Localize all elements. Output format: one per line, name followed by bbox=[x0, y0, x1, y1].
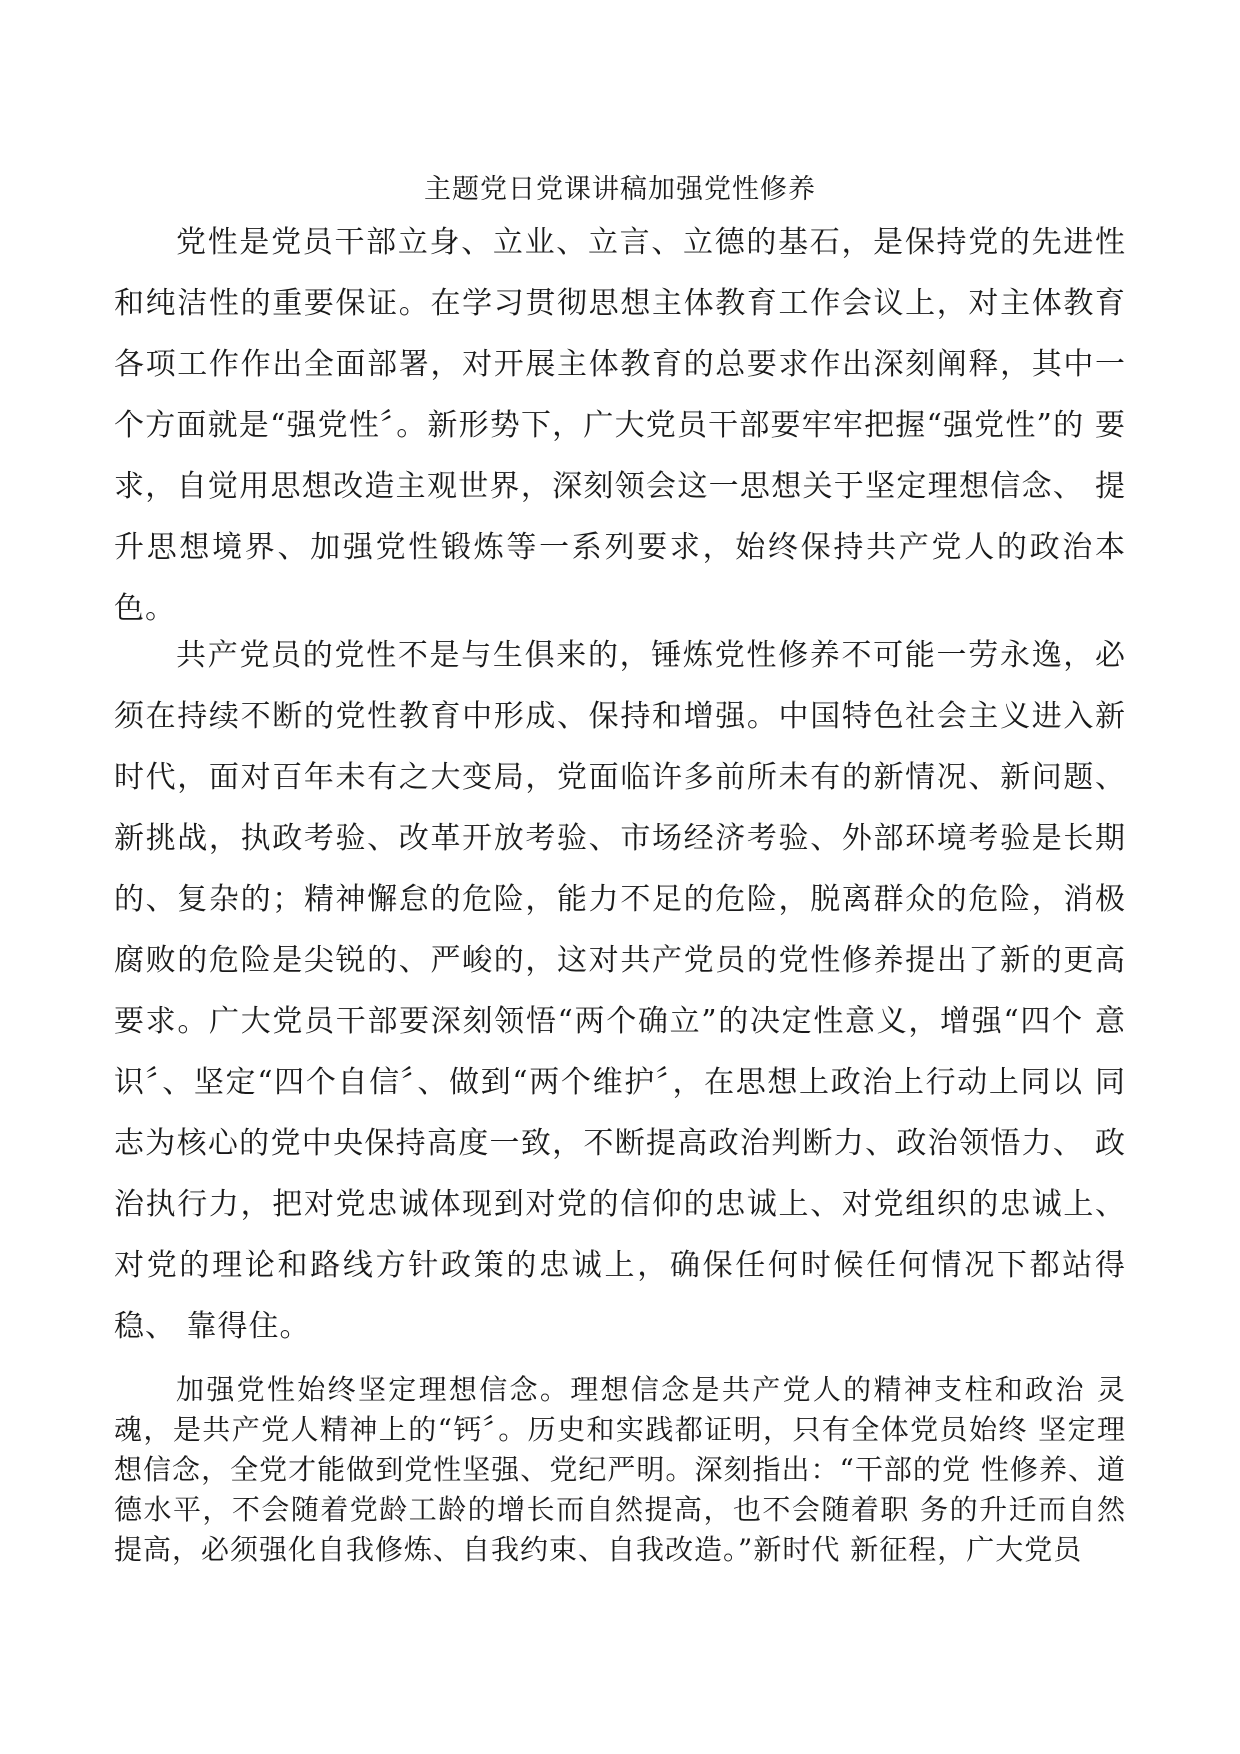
paragraph-party-spirit-foundation: 党性是党员干部立身、立业、立言、立德的基石，是保持党的先进性 和纯洁性的重要保证。在学习贯彻思想主体教育工作会议上，对主体教育 各项工作作出全面部署，对开展主体教育的总要求作出深刻阐释，其中一 个方面就是“强党性〞。新形势下，广大党员干部要牢牢把握“强党性”的 要求，自觉用思想改造主观世界，深刻领会这一思想关于坚定理想信念、 提升思想境界、加强党性锻炼等一系列要求，始终保持共产党人的政治本 色。 bbox=[114, 225, 1126, 626]
paragraph-party-spirit-cultivation: 共产党员的党性不是与生俱来的，锤炼党性修养不可能一劳永逸，必 须在持续不断的党性教育中形成、保持和增强。中国特色社会主义进入新 时代，面对百年未有之大变局，党面临许多前所未有的新情况、新问题、 新挑战，执政考验、改革开放考验、市场经济考验、外部环境考验是长期 的、复杂的；精神懈怠的危险，能力不足的危险，脱离群众的危险，消极 腐败的危险是尖锐的、严峻的，这对共产党员的党性修养提出了新的更高 要求。广大党员干部要深刻领悟“两个确立”的决定性意义，增强“四个 意识〞、坚定“四个自信〞、做到“两个维护〞，在思想上政治上行动上同以 同志为核心的党中央保持高度一致，不断提高政治判断力、政治领悟力、 政治执行力，把对党忠诚体现到对党的信仰的忠诚上、对党组织的忠诚上、 对党的理论和路线方针政策的忠诚上，确保任何时候任何情况下都站得稳、 靠得住。 bbox=[114, 638, 1126, 1344]
paragraph-ideals-and-beliefs: 加强党性始终坚定理想信念。理想信念是共产党人的精神支柱和政治 灵魂，是共产党人精神上的“钙〞。历史和实践都证明，只有全体党员始终 坚定理想信念，全党才能做到党性坚强、党纪严明。深刻指出：“干部的党 性修养、道德水平，不会随着党龄工龄的增长而自然提高，也不会随着职 务的升迁而自然提高，必须强化自我修炼、自我约束、自我改造。”新时代 新征程，广大党员 bbox=[114, 1373, 1126, 1566]
document-page bbox=[114, 0, 1126, 1754]
document-title: 主题党日党课讲稿加强党性修养 bbox=[424, 174, 816, 205]
